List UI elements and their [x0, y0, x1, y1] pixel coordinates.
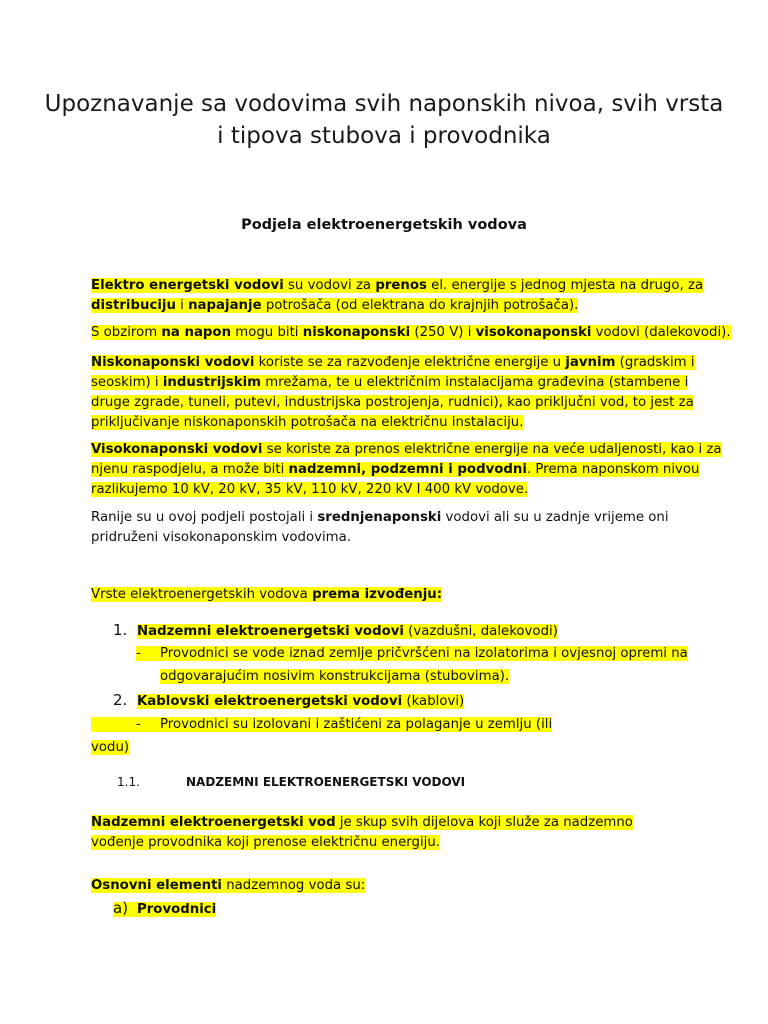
list-item-1	[113, 620, 558, 642]
list-item-note: (vazdušni, dalekovodi)	[403, 624, 558, 639]
term-srednjenaponski: srednjenaponski	[317, 510, 442, 525]
list-item-title: Provodnici	[137, 902, 217, 917]
sub-list-text: Provodnici se vode iznad zemlje pričvršćeni na izolatorima i ovjesnoj opremi na	[160, 646, 688, 661]
term-osnovni-elementi: Osnovni elementi	[91, 878, 222, 893]
text-span: vodovi ali su u zadnje vrijeme oni pridruženi visokonaponskim vodovima.	[91, 510, 669, 545]
text-span: (250 V) i	[410, 325, 476, 340]
term-javnim: javnim	[565, 355, 616, 370]
text-span: je skup svih dijelova koji služe za nadzemno vođenje provodnika koji prenose električnu energiju.	[91, 815, 633, 850]
text-span: Ranije su u ovoj podjeli postojali i	[91, 510, 318, 525]
term-industrijskim: industrijskim	[162, 375, 261, 390]
term-na-napon: na napon	[161, 325, 232, 340]
document-title: Upoznavanje sa vodovima svih naponskih nivoa, svih vrsta i tipova stubova i provodnika	[44, 91, 724, 149]
dash-bullet: -	[136, 717, 141, 732]
sub-list-text-continued: odgovarajućim nosivim konstrukcijama (stubovima).	[160, 669, 510, 684]
paragraph-basic-elements	[91, 876, 731, 896]
term-prema-izvodenju: prema izvođenju:	[312, 587, 443, 602]
list-letter: a)	[113, 899, 129, 917]
term-nadzemni-vod: Nadzemni elektroenergetski vod	[91, 815, 336, 830]
text-span: (gradskim i seoskim) i	[91, 355, 695, 390]
list-item-note: (kablovi)	[402, 694, 465, 709]
paragraph-low-voltage	[91, 353, 731, 433]
term-nadzemni-podzemni-podvodni: nadzemni, podzemni i podvodni	[288, 462, 527, 477]
subsection-heading	[117, 775, 465, 789]
term-napajanje: napajanje	[188, 298, 262, 313]
paragraph-definition	[91, 276, 731, 316]
list-item-2	[113, 690, 464, 712]
text-span: se koriste za prenos električne energije na veće udaljenosti, kao i za njenu raspodjelu, a može biti	[91, 442, 722, 477]
text-span: potrošača (od elektrana do krajnjih potrošača).	[261, 298, 579, 313]
paragraph-overhead-definition	[91, 813, 651, 853]
paragraph-types-intro	[91, 585, 731, 605]
text-span: i	[175, 298, 189, 313]
list-item-title: Nadzemni elektroenergetski vodovi	[137, 624, 404, 639]
sub-list-text: Provodnici su izolovani i zaštićeni za polaganje u zemlju (ili vodu)	[91, 717, 553, 755]
text-span: . Prema naponskom nivou razlikujemo 10 kV, 20 kV, 35 kV, 110 kV, 220 kV I 400 kV vodove.	[91, 462, 700, 497]
text-span: vodovi (dalekovodi).	[591, 325, 731, 340]
term-distribuciju: distribuciju	[91, 298, 176, 313]
list-item-title: Kablovski elektroenergetski vodovi	[137, 694, 403, 709]
paragraph-high-voltage	[91, 440, 731, 500]
text-span: su vodovi za	[283, 278, 376, 293]
subsection-title: NADZEMNI ELEKTROENERGETSKI VODOVI	[186, 775, 466, 789]
text-span: nadzemnog voda su:	[222, 878, 366, 893]
paragraph-medium-voltage	[91, 508, 731, 548]
section-heading: Podjela elektroenergetskih vodova	[241, 217, 527, 233]
sub-list-item-2	[91, 713, 571, 759]
term-visokonaponski-vodovi: Visokonaponski vodovi	[91, 442, 263, 457]
text-span: Vrste elektroenergetskih vodova	[91, 587, 313, 602]
text-span: mrežama, te u električnim instalacijama građevina (stambene i druge zgrade, tuneli, putevi, industrijska postrojenja, rudnici), kao priključni vod, to jest za priključivanje niskonaponskih potrošača na električnu instalaciju.	[91, 375, 694, 430]
paragraph-by-voltage	[91, 323, 731, 343]
term-elektro-energetski-vodovi: Elektro energetski vodovi	[91, 278, 284, 293]
list-item-a	[113, 898, 216, 920]
text-span: el. energije s jednog mjesta na drugo, za	[426, 278, 704, 293]
text-span: mogu biti	[231, 325, 303, 340]
text-span: koriste se za razvođenje električne energije u	[254, 355, 566, 370]
term-niskonaponski: niskonaponski	[302, 325, 411, 340]
list-number: 1.	[113, 621, 128, 639]
sub-list-item-1	[136, 642, 736, 688]
subsection-number: 1.1.	[117, 775, 140, 789]
term-prenos: prenos	[375, 278, 427, 293]
list-number: 2.	[113, 691, 128, 709]
term-niskonaponski-vodovi: Niskonaponski vodovi	[91, 355, 255, 370]
text-span: S obzirom	[91, 325, 162, 340]
dash-bullet: -	[136, 646, 141, 661]
term-visokonaponski: visokonaponski	[475, 325, 592, 340]
